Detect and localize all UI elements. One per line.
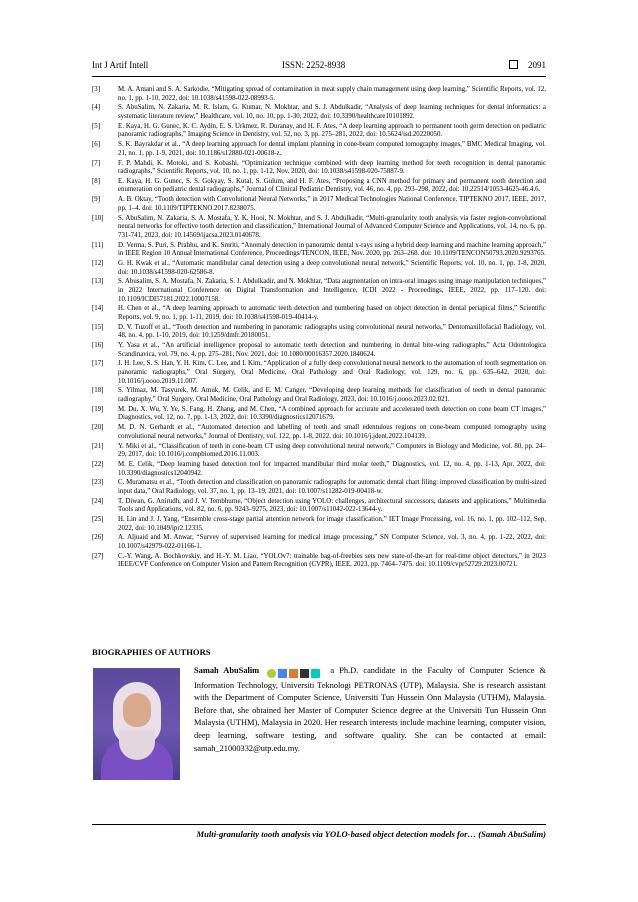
author-bio-text: a Ph.D. candidate in the Faculty of Computer Science & Information Technology, Universiti Teknologi PETRONAS (UTP), Malaysia. She is research assistant with the Department of Computer Science, Universiti Tun Hussein Onn Malaysia (UTHM), Malaysia. Before that, she obtained her Master of Computer Science degree at the Universiti Tun Hussein Onn Malaysia (UTHM), Malaysia in 2020. Her research interests include machine learning, computer vision, deep learning, software testing, and software quality. She can be contacted at email: samah_21000332@utp.edu.my. bbox=[194, 666, 547, 753]
reference-item bbox=[92, 424, 546, 441]
reference-number: [5] bbox=[92, 122, 101, 130]
reference-item bbox=[92, 260, 546, 277]
issn: ISSN: 2252-8938 bbox=[282, 60, 346, 70]
author-name: Samah AbuSalim bbox=[194, 666, 260, 675]
reference-item bbox=[92, 516, 546, 533]
reference-item bbox=[92, 278, 546, 304]
reference-item bbox=[92, 178, 546, 195]
reference-item bbox=[92, 141, 546, 158]
reference-text: E. Kaya, H. G. Gunec, K. C. Aydin, E. S. Urkmez, R. Duranay, and H. F. Ates, “A deep learning approach to permanent tooth germ detection on pediatric panoramic radiographs,” Imaging Science in Dentistry, vol. 52, no. 3, pp. 275–281, 2022, doi: 10.5624/isd.20220050. bbox=[118, 122, 546, 139]
researchgate-icon[interactable] bbox=[311, 669, 320, 678]
footer-rule bbox=[92, 824, 546, 825]
reference-text: S. K. Bayrakdar et al., “A deep learning approach for dental implant planning in cone-beam computed tomography images,” BMC Medical Imaging, vol. 21, no. 1, pp. 1-9, 2021, doi: 10.1186/s12880-021-00618-z. bbox=[118, 141, 546, 157]
reference-number: [25] bbox=[92, 516, 104, 524]
profile-icons bbox=[267, 667, 322, 680]
reference-text: M. E. Celik, “Deep learning based detection tool for impacted mandibular third molar teeth,” Diagnostics, vol. 12, no. 4, pp. 1-13, Apr. 2022, doi: 10.3390/diagnostics12040942. bbox=[118, 460, 546, 477]
reference-number: [14] bbox=[92, 305, 104, 313]
page-header bbox=[92, 60, 546, 74]
reference-text: Y. Miki et al., “Classification of teeth in cone-beam CT using deep convolutional neural network,” Computers in Biology and Medicine, vol. 80, pp. 24–29, 2017, doi: 10.1016/j.compbiomed.2016.11.003. bbox=[118, 442, 546, 459]
reference-number: [23] bbox=[92, 479, 104, 487]
reference-item bbox=[92, 123, 546, 140]
reference-text: S. Yilmaz, M. Tasyurek, M. Amuk, M. Celik, and E. M. Canger, “Developing deep learning methods for classification of teeth in dental panoramic radiography,” Oral Surgery, Oral Medicine, Oral Pathology and Oral Radiology, 2023, doi: 10.1016/j.oooo.2023.02.021. bbox=[118, 387, 546, 403]
reference-item bbox=[92, 215, 546, 241]
reference-item bbox=[92, 196, 546, 213]
reference-item bbox=[92, 160, 546, 177]
reference-list bbox=[92, 86, 546, 571]
reference-text: M. A. Amani and S. A. Sarkodie, “Mitigating spread of contamination in meat supply chain management using deep learning,” Scientific Reports, vol. 12, no. 1, pp. 1-10, 2022, doi: 10.1038/s41598-022-08993-5. bbox=[118, 86, 546, 102]
reference-item bbox=[92, 360, 546, 386]
reference-item bbox=[92, 324, 546, 341]
reference-item bbox=[92, 479, 546, 496]
running-title: Multi-granularity tooth analysis via YOLO-based object detection models for… (Samah AbuSalim) bbox=[196, 829, 546, 839]
reference-number: [7] bbox=[92, 159, 101, 167]
reference-number: [18] bbox=[92, 387, 104, 395]
reference-number: [10] bbox=[92, 214, 104, 222]
reference-text: H. Lin and J. J. Yang, “Ensemble cross-stage partial attention network for image classification,” IET Image Processing, vol. 16, no. 1, pp. 102–112, Sep. 2022, doi: 10.1049/ipr2.12335. bbox=[118, 516, 546, 532]
reference-number: [24] bbox=[92, 497, 104, 505]
reference-number: [15] bbox=[92, 323, 104, 331]
author-photo bbox=[93, 668, 180, 780]
reference-text: D. V. Tuzoff et al., “Tooth detection and numbering in panoramic radiographs using convolutional neural networks,” Dentomaxillofacial Radiology, vol. 48, no. 4, pp. 1-10, 2019, doi: 10.1259/dmfr.20180051. bbox=[118, 323, 546, 340]
page-number-wrap bbox=[509, 60, 546, 70]
reference-text: D. Verma, S. Puri, S. Prabhu, and K. Smriti, “Anomaly detection in panoramic dental x-rays using a hybrid deep learning and machine learning approach,” in IEEE Region 10 Annual International Conference, Proceedings/TENCON, IEEE, Nov. 2020, pp. 263–268. doi: 10.1109/TENCON50793.2020.9293765. bbox=[118, 241, 546, 258]
reference-text: J. H. Lee, S. S. Han, Y. H. Kim, C. Lee, and I. Kim, “Application of a fully deep convolutional neural network to the automation of tooth segmentation on panoramic radiographs,” Oral Surgery, Oral Medicine, Oral Pathology and Oral Radiology, vol. 129, no. 6, pp. 635–642, 2020, doi: 10.1016/j.oooo.2019.11.007. bbox=[118, 360, 546, 385]
reference-text: G. H. Kwak et al., “Automatic mandibular canal detection using a deep convolutional neural network,” Scientific Reports, vol. 10, no. 1, pp. 1-8, 2020, doi: 10.1038/s41598-020-62586-8. bbox=[118, 259, 546, 276]
orcid-icon[interactable] bbox=[267, 669, 276, 678]
reference-text: S. AbuSalim, N. Zakaria, M. R. Islam, G. Kumar, N. Mokhtar, and S. J. Abdulkadir, “Analysis of deep learning techniques for dental informatics: a systematic literature review,” Healthcare, vol. 10, no. 10, pp. 1-30, 2022, doi: 10.3390/healthcare10101892. bbox=[118, 104, 546, 120]
reference-text: M. D. N. Gerhardt et al., “Automated detection and labelling of teeth and small edentulous regions on cone-beam computed tomography using convolutional neural networks,” Journal of Dentistry, vol. 122, pp. 1-8, 2022, doi: 10.1016/j.jdent.2022.104139. bbox=[118, 424, 546, 440]
biographies-heading: BIOGRAPHIES OF AUTHORS bbox=[92, 647, 211, 657]
page-number: 2091 bbox=[528, 60, 546, 70]
web-of-science-icon[interactable] bbox=[300, 669, 309, 678]
reference-text: T. Diwan, G. Anirudh, and J. V. Tembhurne, “Object detection using YOLO: challenges, architectural successors, datasets and applications,” Multimedia Tools and Applications, vol. 82, no. 6, pp. 9243–9275, 2023, doi: 10.1007/s11042-022-13644-y. bbox=[118, 497, 546, 514]
reference-text: S. AbuSalim, N. Zakaria, S. A. Mostafa, Y. K. Hooi, N. Mokhtar, and S. J. Abdulkadir, “Multi-granularity tooth analysis via faster region-convolutional neural networks for effective tooth detection and classification,” International Journal of Advanced Computer Science and Applications, vol. 14, no. 6, pp. 731-741, 2023, doi: 10.14569/ijacsa.2023.0140678. bbox=[118, 214, 546, 239]
reference-number: [3] bbox=[92, 86, 101, 93]
reference-text: C. Muramatsu et al., “Tooth detection and classification on panoramic radiographs for automatic dental chart filing: improved classification by multi-sized input data,” Oral Radiology, vol. 37, no. 1, pp. 13–19, 2021, doi: 10.1007/s11282-019-00418-w. bbox=[118, 479, 546, 495]
reference-number: [11] bbox=[92, 241, 104, 249]
reference-number: [13] bbox=[92, 278, 104, 286]
reference-item bbox=[92, 342, 546, 359]
reference-number: [19] bbox=[92, 405, 104, 413]
scopus-icon[interactable] bbox=[289, 669, 298, 678]
reference-text: F. P. Mahdi, K. Motoki, and S. Kobashi, “Optimization technique combined with deep learning method for teeth recognition in dental panoramic radiographs,” Scientific Reports, vol. 10, no. 1, pp. 1-12, Nov. 2020, doi: 10.1038/s41598-020-75887-9. bbox=[118, 159, 546, 176]
reference-text: S. Abusalim, S. A. Mostafa, N. Zakaria, S. J. Abdulkadir, and N. Mokhtar, “Data augmentation on intra-oral images using image manipulation techniques,” in 2022 International Conference on Digital Transformation and Intelligence, ICDI 2022 - Proceedings, IEEE, 2022, pp. 117–120. doi: 10.1109/ICDI57181.2022.10007158. bbox=[118, 278, 546, 303]
reference-item bbox=[92, 498, 546, 515]
reference-text: C.-Y. Wang, A. Bochkovskiy, and H.-Y. M. Liao, “YOLOv7: trainable bag-of-freebies sets new state-of-the-art for real-time object detectors,” in 2023 IEEE/CVF Conference on Computer Vision and Pattern Recognition (CVPR), IEEE, 2023, pp. 7464–7475. doi: 10.1109/cvpr52729.2023.00721. bbox=[118, 552, 546, 569]
reference-number: [17] bbox=[92, 360, 104, 368]
reference-number: [9] bbox=[92, 196, 101, 204]
reference-number: [12] bbox=[92, 259, 104, 267]
reference-text: A. Aljuaid and M. Anwar, “Survey of supervised learning for medical image processing,” SN Computer Science, vol. 3, no. 4, pp. 1-22, 2022, doi: 10.1007/s42979-022-01166-1. bbox=[118, 534, 546, 550]
reference-item bbox=[92, 534, 546, 551]
reference-item bbox=[92, 406, 546, 423]
header-rule bbox=[92, 76, 546, 77]
reference-number: [21] bbox=[92, 442, 104, 450]
reference-item bbox=[92, 461, 546, 478]
reference-number: [22] bbox=[92, 460, 104, 468]
reference-text: H. Chen et al., “A deep learning approach to automatic teeth detection and numbering based on object detection in dental periapical films,” Scientific Reports, vol. 9, no. 1, pp. 1-11, 2019, doi: 10.1038/s41598-019-40414-y. bbox=[118, 305, 546, 321]
reference-text: A. B. Oktay, “Tooth detection with Convolutional Neural Networks,” in 2017 Medical Technologies National Conference, TIPTEKNO 2017, IEEE, 2017, pp. 1–4. doi: 10.1109/TIPTEKNO.2017.8238075. bbox=[118, 196, 546, 212]
reference-item bbox=[92, 104, 546, 121]
reference-number: [4] bbox=[92, 104, 101, 112]
reference-number: [16] bbox=[92, 342, 104, 350]
reference-number: [27] bbox=[92, 552, 104, 560]
reference-number: [20] bbox=[92, 424, 104, 432]
reference-item bbox=[92, 242, 546, 259]
reference-item bbox=[92, 443, 546, 460]
reference-item bbox=[92, 86, 546, 103]
reference-item bbox=[92, 387, 546, 404]
reference-item bbox=[92, 305, 546, 322]
reference-number: [8] bbox=[92, 177, 101, 185]
reference-text: E. Kaya, H. G. Gunec, S. S. Gokyay, S. Kutal, S. Gulum, and H. F. Ates, “Proposing a CNN method for primary and permanent tooth detection and enumeration on pediatric dental radiographs,” Journal of Clinical Pediatric Dentistry, vol. 46, no. 4, pp. 293–298, 2022, doi: 10.22514/1053-4625-46.4.6. bbox=[118, 177, 546, 194]
author-bio bbox=[194, 665, 546, 755]
checkbox-icon bbox=[509, 60, 518, 69]
reference-number: [6] bbox=[92, 141, 101, 149]
reference-number: [26] bbox=[92, 534, 104, 542]
reference-item bbox=[92, 553, 546, 570]
journal-name: Int J Artif Intell bbox=[92, 60, 149, 70]
reference-text: Y. Yasa et al., “An artificial intelligence proposal to automatic teeth detection and numbering in dental bite-wing radiographs,” Acta Odontologica Scandinavica, vol. 79, no. 4, pp. 275–281, Nov. 2021, doi: 10.1080/00016357.2020.1840624. bbox=[118, 342, 546, 358]
reference-text: M. Du, X. Wu, Y. Ye, S. Fang, H. Zhang, and M. Chen, “A combined approach for accurate and accelerated teeth detection on cone beam CT images,” Diagnostics, vol. 12, no. 7, pp. 1-13, 2022, doi: 10.3390/diagnostics12071679. bbox=[118, 405, 546, 422]
google-scholar-icon[interactable] bbox=[278, 669, 287, 678]
